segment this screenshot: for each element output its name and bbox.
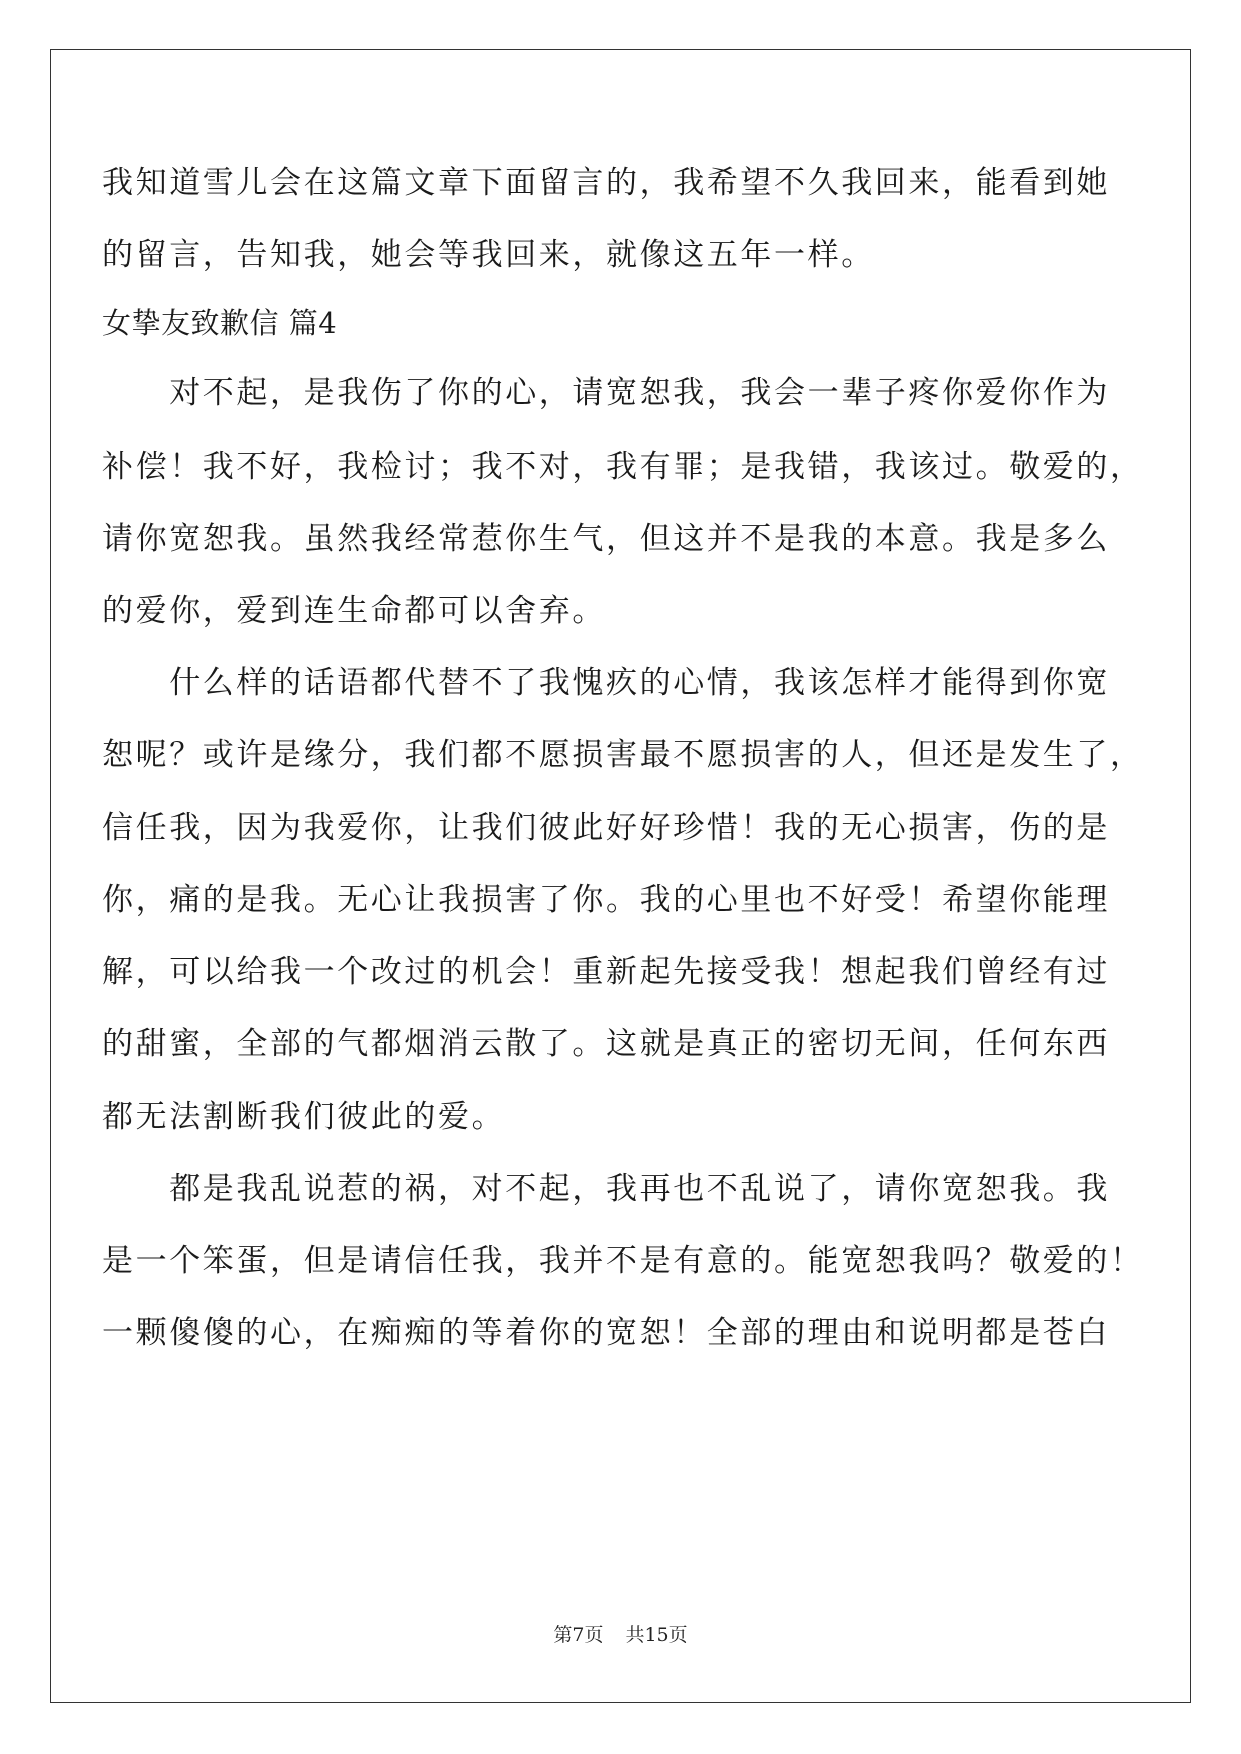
text-line: 解，可以给我一个改过的机会！重新起先接受我！想起我们曾经有过 [102, 954, 1110, 990]
text-line: 的爱你，爱到连生命都可以舍弃。 [102, 593, 606, 629]
text-line: 信任我，因为我爱你，让我们彼此好好珍惜！我的无心损害，伤的是 [102, 810, 1110, 846]
text-line: 你，痛的是我。无心让我损害了你。我的心里也不好受！希望你能理 [102, 882, 1110, 918]
page-total: 共15页 [625, 1624, 688, 1646]
text-line: 对不起，是我伤了你的心，请宽恕我，我会一辈子疼你爱你作为 [102, 375, 1110, 411]
text-line: 都无法割断我们彼此的爱。 [102, 1099, 506, 1135]
page-border [50, 49, 1191, 1703]
text-line: 都是我乱说惹的祸，对不起，我再也不乱说了，请你宽恕我。我 [102, 1171, 1110, 1207]
page-number: 第7页 [553, 1624, 604, 1646]
text-line: 是一个笨蛋，但是请信任我，我并不是有意的。能宽恕我吗？敬爱的！ [102, 1243, 1144, 1279]
text-line: 请你宽恕我。虽然我经常惹你生气，但这并不是我的本意。我是多么 [102, 521, 1110, 557]
text-line: 什么样的话语都代替不了我愧疚的心情，我该怎样才能得到你宽 [102, 665, 1110, 701]
section-heading: 女挚友致歉信 篇4 [102, 306, 338, 340]
page-footer [0, 1620, 1241, 1647]
text-line: 一颗傻傻的心，在痴痴的等着你的宽恕！全部的理由和说明都是苍白 [102, 1315, 1110, 1351]
text-line: 恕呢？或许是缘分，我们都不愿损害最不愿损害的人，但还是发生了， [102, 737, 1144, 773]
text-line: 的留言，告知我，她会等我回来，就像这五年一样。 [102, 237, 875, 273]
text-line: 我知道雪儿会在这篇文章下面留言的，我希望不久我回来，能看到她 [102, 165, 1110, 201]
text-line: 的甜蜜，全部的气都烟消云散了。这就是真正的密切无间，任何东西 [102, 1026, 1110, 1062]
text-line: 补偿！我不好，我检讨；我不对，我有罪；是我错，我该过。敬爱的， [102, 449, 1144, 485]
